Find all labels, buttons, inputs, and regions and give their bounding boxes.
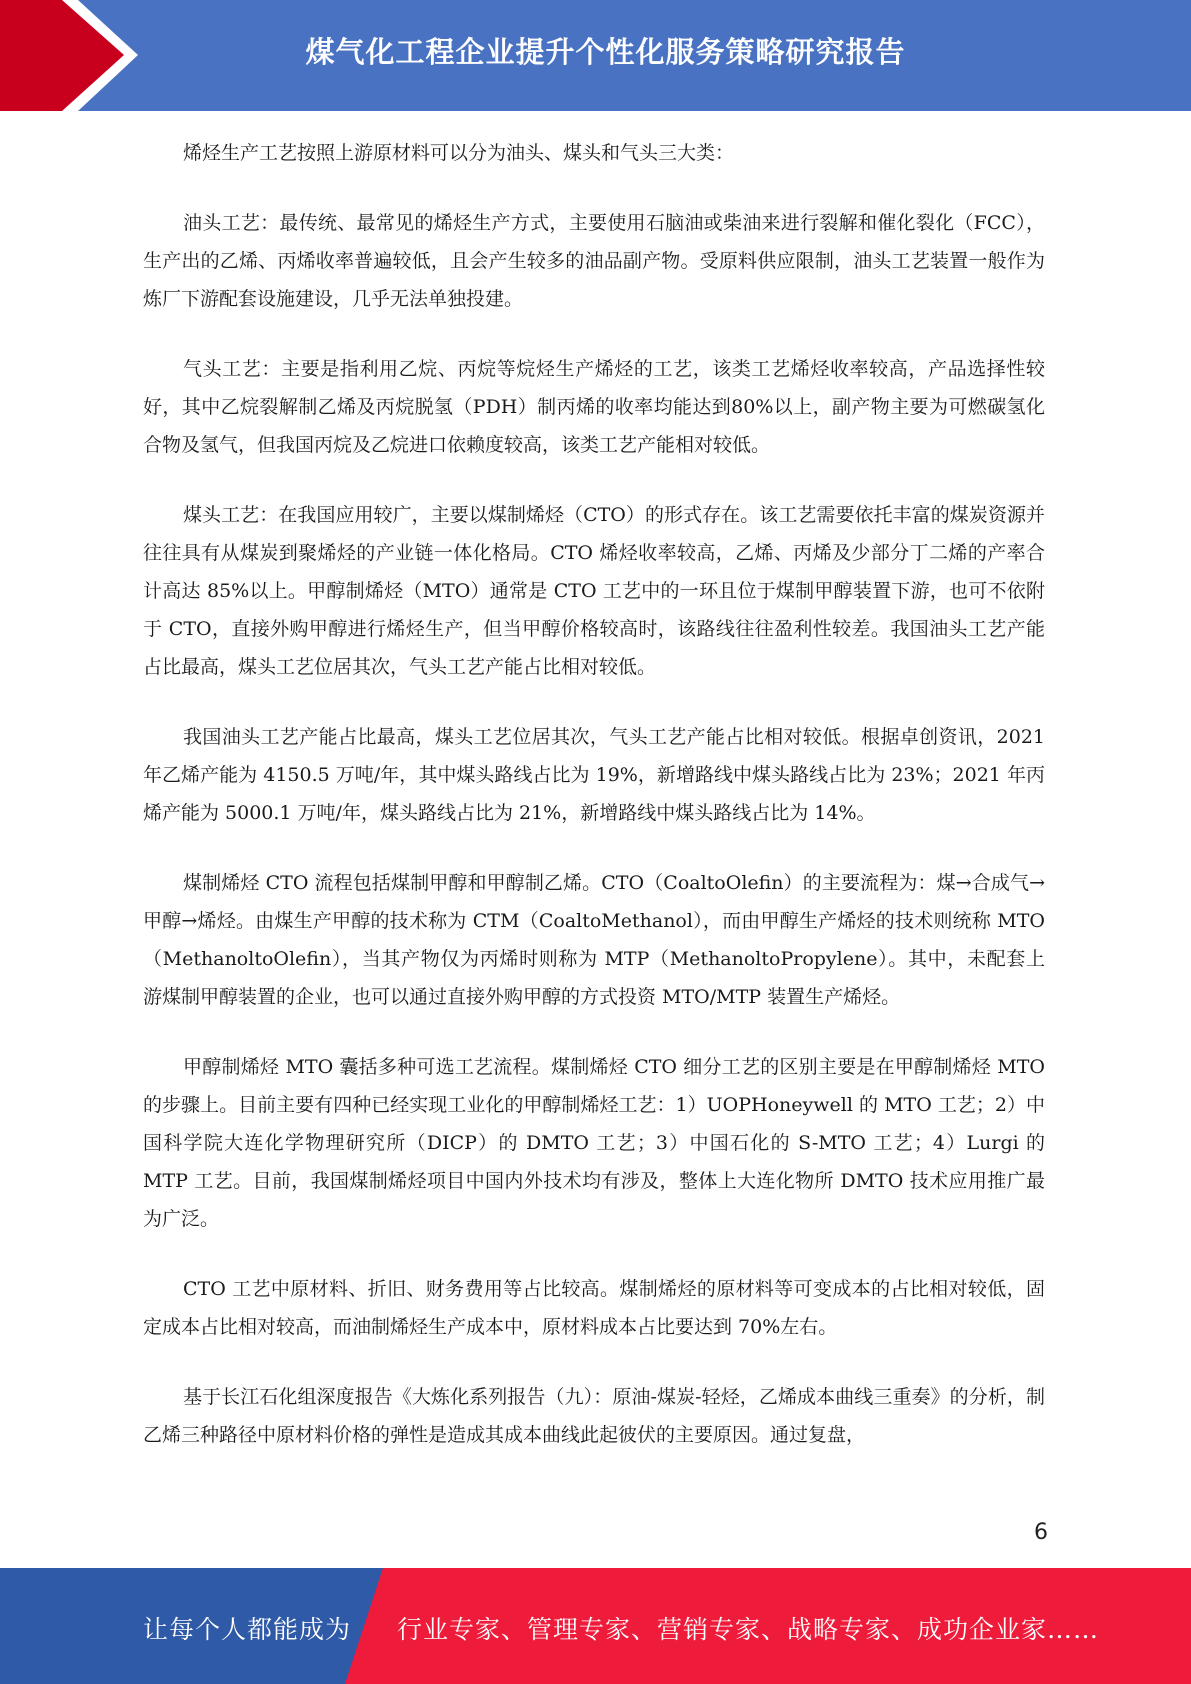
paragraph-cto-cost: CTO 工艺中原材料、折旧、财务费用等占比较高。煤制烯烃的原材料等可变成本的占比相对较低，固定成本占比相对较高，而油制烯烃生产成本中，原材料成本占比要达到 70%左右。	[143, 1278, 1045, 1338]
paragraph-analysis: 基于长江石化组深度报告《大炼化系列报告（九）：原油-煤炭-轻烃，乙烯成本曲线三重奏》的分析，制乙烯三种路径中原材料价格的弹性是造成其成本曲线此起彼伏的主要原因。通过复盘，	[143, 1386, 1045, 1446]
paragraph-oil-process: 油头工艺：最传统、最常见的烯烃生产方式，主要使用石脑油或柴油来进行裂解和催化裂化（FCC），生产出的乙烯、丙烯收率普遍较低，且会产生较多的油品副产物。受原料供应限制，油头工艺装置一般作为炼厂下游配套设施建设，几乎无法单独投建。	[143, 212, 1045, 310]
paragraph-capacity: 我国油头工艺产能占比最高，煤头工艺位居其次，气头工艺产能占比相对较低。根据卓创资讯，2021 年乙烯产能为 4150.5 万吨/年，其中煤头路线占比为 19%，新增路线中煤头路线占比为 23%；2021 年丙烯产能为 5000.1 万吨/年，煤头路线占比为 21%，新增路线中煤头路线占比为 14%。	[143, 726, 1045, 824]
paragraph-cto-flow: 煤制烯烃 CTO 流程包括煤制甲醇和甲醇制乙烯。CTO（CoaltoOlefin）的主要流程为：煤→合成气→甲醇→烯烃。由煤生产甲醇的技术称为 CTM（CoaltoMethanol），而由甲醇生产烯烃的技术则统称 MTO（MethanoltoOlefin），当其产物仅为丙烯时则称为 MTP（MethanoltoPropylene）。其中，未配套上游煤制甲醇装置的企业，也可以通过直接外购甲醇的方式投资 MTO/MTP 装置生产烯烃。	[143, 872, 1045, 1008]
footer-slogan-right: 行业专家、管理专家、营销专家、战略专家、成功企业家……	[397, 1615, 1100, 1644]
paragraph-mto-processes: 甲醇制烯烃 MTO 囊括多种可选工艺流程。煤制烯烃 CTO 细分工艺的区别主要是在甲醇制烯烃 MTO 的步骤上。目前主要有四种已经实现工业化的甲醇制烯烃工艺：1）UOPHoneywell 的 MTO 工艺；2）中国科学院大连化学物理研究所（DICP）的 DMTO 工艺；3）中国石化的 S-MTO 工艺；4）Lurgi 的 MTP 工艺。目前，我国煤制烯烃项目中国内外技术均有涉及，整体上大连化物所 DMTO 技术应用推广最为广泛。	[143, 1056, 1045, 1230]
header-red-arrow-icon	[0, 0, 150, 111]
footer-slogan-left: 让每个人都能成为	[143, 1615, 352, 1644]
page-header	[0, 0, 1191, 111]
document-body	[143, 134, 1045, 1486]
paragraph-gas-process: 气头工艺：主要是指利用乙烷、丙烷等烷烃生产烯烃的工艺，该类工艺烯烃收率较高，产品选择性较好，其中乙烷裂解制乙烯及丙烷脱氢（PDH）制丙烯的收率均能达到80%以上，副产物主要为可燃碳氢化合物及氢气，但我国丙烷及乙烷进口依赖度较高，该类工艺产能相对较低。	[143, 358, 1045, 456]
page-footer	[0, 1568, 1191, 1684]
document-title: 煤气化工程企业提升个性化服务策略研究报告	[305, 35, 906, 69]
page-number: 6	[1034, 1520, 1048, 1545]
paragraph-intro: 烯烃生产工艺按照上游原材料可以分为油头、煤头和气头三大类：	[183, 142, 735, 164]
paragraph-coal-process: 煤头工艺：在我国应用较广，主要以煤制烯烃（CTO）的形式存在。该工艺需要依托丰富的煤炭资源并往往具有从煤炭到聚烯烃的产业链一体化格局。CTO 烯烃收率较高，乙烯、丙烯及少部分丁二烯的产率合计高达 85%以上。甲醇制烯烃（MTO）通常是 CTO 工艺中的一环且位于煤制甲醇装置下游，也可不依附于 CTO，直接外购甲醇进行烯烃生产，但当甲醇价格较高时，该路线往往盈利性较差。我国油头工艺产能占比最高，煤头工艺位居其次，气头工艺产能占比相对较低。	[143, 504, 1045, 678]
